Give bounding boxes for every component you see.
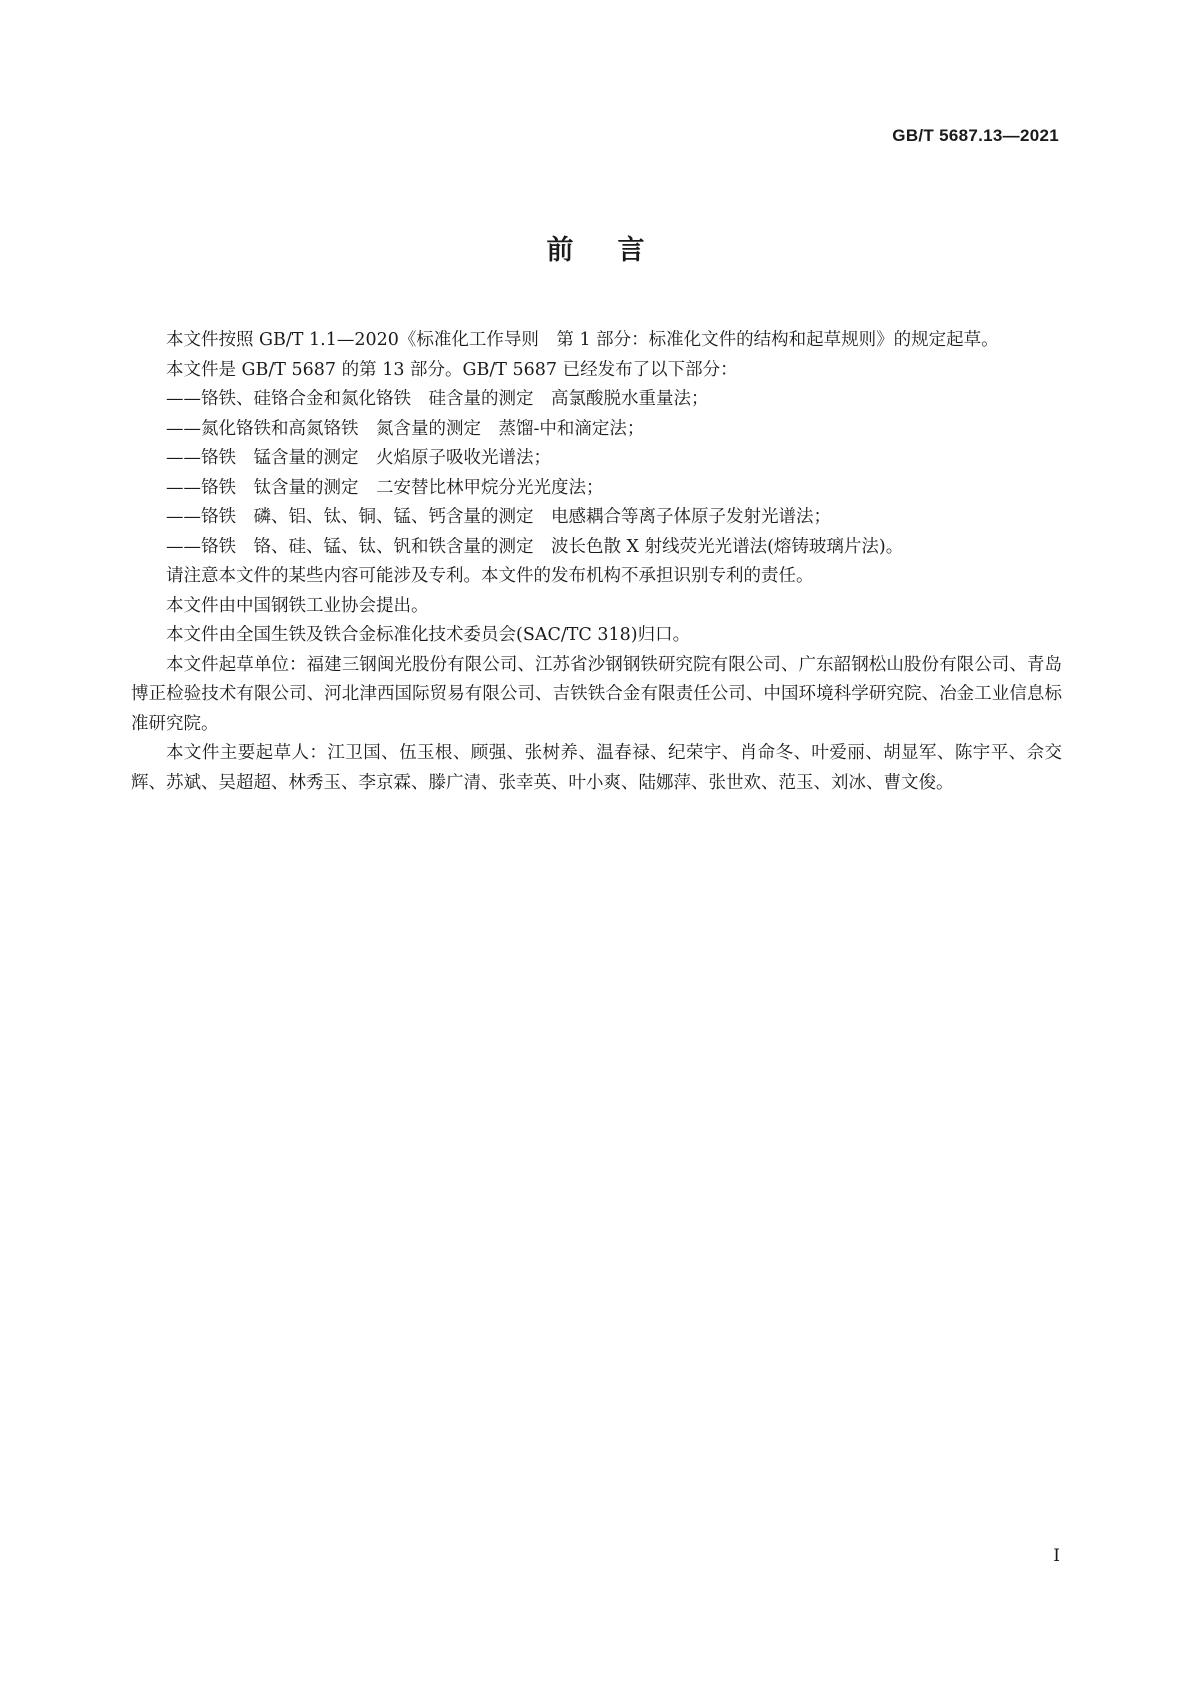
list-item: ——铬铁 铬、硅、锰、钛、钒和铁含量的测定 波长色散 X 射线荧光光谱法(熔铸玻璃片法)。 <box>166 536 904 557</box>
parts-list <box>131 385 1062 562</box>
paragraph-drafting-units: 本文件起草单位：福建三钢闽光股份有限公司、江苏省沙钢钢铁研究院有限公司、广东韶钢松山股份有限公司、青岛博正检验技术有限公司、河北津西国际贸易有限公司、吉铁铁合金有限责任公司、中国环境科学研究院、冶金工业信息标准研究院。 <box>131 654 1062 734</box>
paragraph-patent-notice: 请注意本文件的某些内容可能涉及专利。本文件的发布机构不承担识别专利的责任。 <box>166 566 814 586</box>
paragraph-drafters: 本文件主要起草人：江卫国、伍玉根、顾强、张树养、温春禄、纪荣宇、肖命冬、叶爱丽、胡显军、陈宇平、佘交辉、苏斌、吴超超、林秀玉、李京霖、滕广清、张幸英、叶小爽、陆娜萍、张世欢、范玉、刘冰、曹文俊。 <box>131 743 1062 793</box>
list-item: ——铬铁 钛含量的测定 二安替比林甲烷分光光度法； <box>166 477 604 498</box>
list-item: ——氮化铬铁和高氮铬铁 氮含量的测定 蒸馏-中和滴定法； <box>166 418 645 439</box>
standard-code-header: GB/T 5687.13—2021 <box>892 126 1059 145</box>
paragraph-drafting-rules: 本文件按照 GB/T 1.1—2020《标准化工作导则 第 1 部分：标准化文件的结构和起草规则》的规定起草。 <box>166 330 999 350</box>
paragraph-proposer: 本文件由中国钢铁工业协会提出。 <box>166 595 429 616</box>
list-item: ——铬铁 磷、铝、钛、铜、锰、钙含量的测定 电感耦合等离子体原子发射光谱法； <box>166 507 831 527</box>
paragraph-parts-intro: 本文件是 GB/T 5687 的第 13 部分。GB/T 5687 已经发布了以下部分： <box>166 359 738 380</box>
paragraph-committee: 本文件由全国生铁及铁合金标准化技术委员会(SAC/TC 318)归口。 <box>166 625 691 645</box>
foreword-body <box>131 326 1062 798</box>
page-number: I <box>1053 1546 1060 1566</box>
list-item: ——铬铁、硅铬合金和氮化铬铁 硅含量的测定 高氯酸脱水重量法； <box>166 389 709 409</box>
page-title: 前言 <box>546 235 689 266</box>
list-item: ——铬铁 锰含量的测定 火焰原子吸收光谱法； <box>166 448 551 468</box>
